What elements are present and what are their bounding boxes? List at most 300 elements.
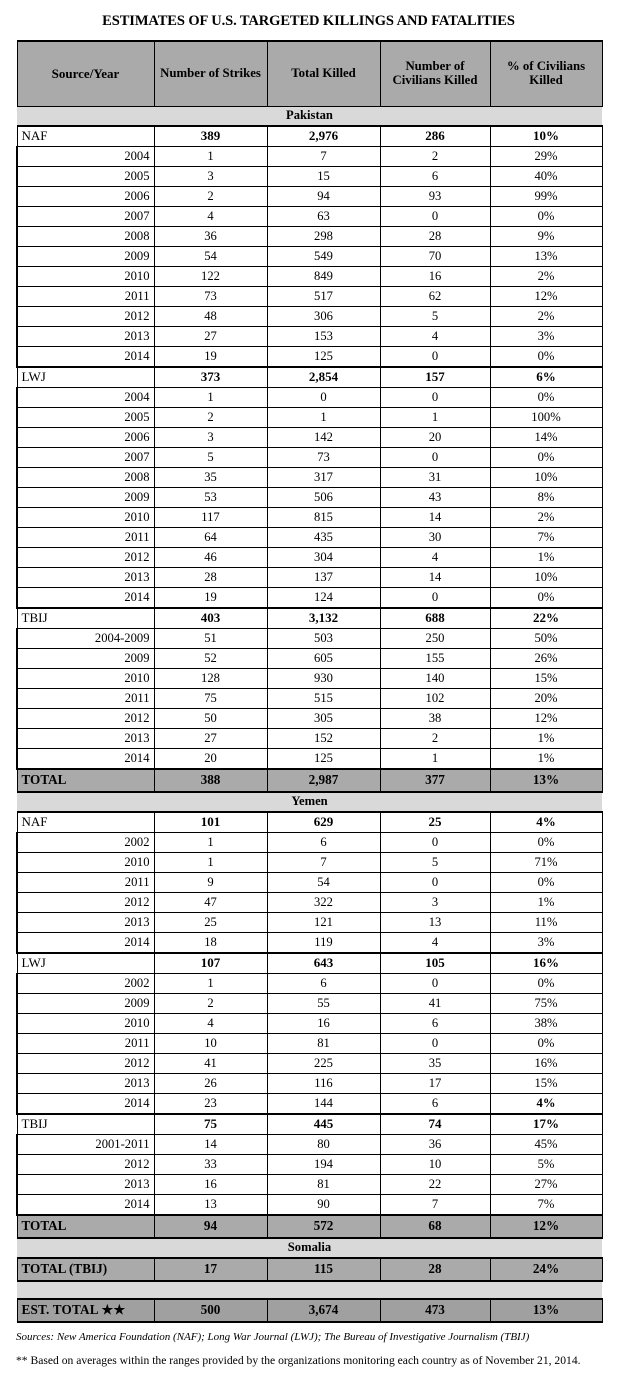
row-year: 2006	[17, 187, 154, 207]
row-year: 2011	[17, 287, 154, 307]
row-year: 2010	[17, 1014, 154, 1034]
row-pct-civilians: 14%	[490, 428, 602, 448]
row-total-killed: 322	[267, 893, 380, 913]
row-civilians-killed: 20	[380, 428, 490, 448]
row-year: 2010	[17, 508, 154, 528]
row-pct-civilians: 10%	[490, 468, 602, 488]
table-row	[17, 1074, 602, 1094]
row-strikes: 52	[154, 649, 267, 669]
source-summary-row	[17, 367, 602, 388]
table-row	[17, 1034, 602, 1054]
row-total-killed: 125	[267, 347, 380, 368]
row-civilians-killed: 35	[380, 1054, 490, 1074]
row-pct-civilians: 40%	[490, 167, 602, 187]
row-strikes: 18	[154, 933, 267, 954]
row-year: 2009	[17, 649, 154, 669]
row-strikes: 48	[154, 307, 267, 327]
row-strikes: 41	[154, 1054, 267, 1074]
table-row	[17, 873, 602, 893]
row-strikes: 28	[154, 568, 267, 588]
table-row	[17, 327, 602, 347]
row-year: 2009	[17, 488, 154, 508]
table-row	[17, 1054, 602, 1074]
section-total-killed: 572	[267, 1215, 380, 1238]
row-civilians-killed: 0	[380, 588, 490, 609]
row-pct-civilians: 0%	[490, 974, 602, 994]
row-civilians-killed: 0	[380, 347, 490, 368]
row-pct-civilians: 9%	[490, 227, 602, 247]
row-year: 2002	[17, 833, 154, 853]
row-strikes: 9	[154, 873, 267, 893]
source-name: TBIJ	[17, 608, 154, 629]
section-total-killed: 115	[267, 1258, 380, 1281]
table-row	[17, 428, 602, 448]
source-total-killed: 2,976	[267, 126, 380, 147]
row-strikes: 128	[154, 669, 267, 689]
section-total-pct: 24%	[490, 1258, 602, 1281]
row-strikes: 27	[154, 729, 267, 749]
row-year: 2006	[17, 428, 154, 448]
row-strikes: 33	[154, 1155, 267, 1175]
row-strikes: 3	[154, 167, 267, 187]
row-year: 2011	[17, 873, 154, 893]
table-row	[17, 649, 602, 669]
table-row	[17, 629, 602, 649]
row-total-killed: 73	[267, 448, 380, 468]
row-pct-civilians: 3%	[490, 933, 602, 954]
row-year: 2011	[17, 1034, 154, 1054]
row-pct-civilians: 15%	[490, 1074, 602, 1094]
country-band-yemen	[17, 792, 602, 812]
row-pct-civilians: 1%	[490, 548, 602, 568]
row-civilians-killed: 1	[380, 749, 490, 770]
section-total-strikes: 17	[154, 1258, 267, 1281]
row-year: 2005	[17, 167, 154, 187]
row-pct-civilians: 0%	[490, 207, 602, 227]
row-pct-civilians: 50%	[490, 629, 602, 649]
table-row	[17, 1014, 602, 1034]
source-summary-row	[17, 1114, 602, 1135]
row-strikes: 46	[154, 548, 267, 568]
table-row	[17, 408, 602, 428]
table-row	[17, 307, 602, 327]
row-civilians-killed: 5	[380, 853, 490, 873]
source-total-killed: 629	[267, 812, 380, 833]
row-pct-civilians: 4%	[490, 1094, 602, 1115]
row-year: 2007	[17, 207, 154, 227]
row-pct-civilians: 10%	[490, 568, 602, 588]
table-row	[17, 913, 602, 933]
source-total-killed: 2,854	[267, 367, 380, 388]
page-title: ESTIMATES OF U.S. TARGETED KILLINGS AND FATALITIES	[102, 13, 515, 29]
row-year: 2013	[17, 913, 154, 933]
row-strikes: 122	[154, 267, 267, 287]
row-civilians-killed: 70	[380, 247, 490, 267]
row-strikes: 20	[154, 749, 267, 770]
table-row	[17, 1155, 602, 1175]
row-strikes: 73	[154, 287, 267, 307]
row-strikes: 1	[154, 833, 267, 853]
row-year: 2010	[17, 267, 154, 287]
row-total-killed: 605	[267, 649, 380, 669]
row-strikes: 4	[154, 207, 267, 227]
row-civilians-killed: 2	[380, 147, 490, 167]
row-civilians-killed: 3	[380, 893, 490, 913]
row-pct-civilians: 0%	[490, 388, 602, 408]
row-total-killed: 317	[267, 468, 380, 488]
row-year: 2014	[17, 933, 154, 954]
row-year: 2011	[17, 528, 154, 548]
row-civilians-killed: 6	[380, 167, 490, 187]
row-total-killed: 503	[267, 629, 380, 649]
row-pct-civilians: 27%	[490, 1175, 602, 1195]
country-band-label: Somalia	[17, 1238, 602, 1258]
row-total-killed: 305	[267, 709, 380, 729]
grand-total-label: EST. TOTAL ★★	[17, 1299, 154, 1322]
row-pct-civilians: 1%	[490, 893, 602, 913]
row-pct-civilians: 0%	[490, 873, 602, 893]
row-pct-civilians: 71%	[490, 853, 602, 873]
row-civilians-killed: 0	[380, 833, 490, 853]
table-row	[17, 1175, 602, 1195]
source-strikes: 101	[154, 812, 267, 833]
section-total-label: TOTAL	[17, 769, 154, 792]
row-pct-civilians: 2%	[490, 508, 602, 528]
row-strikes: 54	[154, 247, 267, 267]
section-total-killed: 2,987	[267, 769, 380, 792]
row-year: 2012	[17, 893, 154, 913]
row-total-killed: 16	[267, 1014, 380, 1034]
table-row	[17, 709, 602, 729]
row-total-killed: 137	[267, 568, 380, 588]
source-civilians-killed: 157	[380, 367, 490, 388]
table-row	[17, 247, 602, 267]
source-pct-civilians: 4%	[490, 812, 602, 833]
row-strikes: 13	[154, 1195, 267, 1216]
row-strikes: 23	[154, 1094, 267, 1115]
source-strikes: 403	[154, 608, 267, 629]
row-total-killed: 144	[267, 1094, 380, 1115]
source-summary-row	[17, 812, 602, 833]
row-total-killed: 153	[267, 327, 380, 347]
source-total-killed: 3,132	[267, 608, 380, 629]
row-strikes: 2	[154, 408, 267, 428]
section-total-row	[17, 1215, 602, 1238]
row-total-killed: 6	[267, 833, 380, 853]
table-row	[17, 893, 602, 913]
row-year: 2002	[17, 974, 154, 994]
row-pct-civilians: 100%	[490, 408, 602, 428]
footnote-sources: Sources: New America Foundation (NAF); Long War Journal (LWJ); The Bureau of Investigative Journalism (TBIJ)	[16, 1331, 530, 1343]
row-strikes: 1	[154, 147, 267, 167]
row-civilians-killed: 5	[380, 307, 490, 327]
row-civilians-killed: 38	[380, 709, 490, 729]
source-name: NAF	[17, 126, 154, 147]
row-year: 2013	[17, 1074, 154, 1094]
table-row	[17, 267, 602, 287]
row-civilians-killed: 28	[380, 227, 490, 247]
row-civilians-killed: 0	[380, 873, 490, 893]
row-civilians-killed: 16	[380, 267, 490, 287]
country-band-somalia	[17, 1238, 602, 1258]
row-total-killed: 80	[267, 1135, 380, 1155]
column-header-total-killed: Total Killed	[267, 41, 380, 107]
row-civilians-killed: 0	[380, 1034, 490, 1054]
row-total-killed: 7	[267, 853, 380, 873]
grand-total-strikes: 500	[154, 1299, 267, 1322]
table-header-row	[17, 41, 602, 107]
row-year: 2014	[17, 1195, 154, 1216]
row-pct-civilians: 8%	[490, 488, 602, 508]
section-total-label: TOTAL (TBIJ)	[17, 1258, 154, 1281]
row-pct-civilians: 16%	[490, 1054, 602, 1074]
source-pct-civilians: 16%	[490, 953, 602, 974]
section-total-label: TOTAL	[17, 1215, 154, 1238]
spacer-band	[17, 1281, 602, 1299]
section-total-strikes: 94	[154, 1215, 267, 1238]
row-pct-civilians: 12%	[490, 709, 602, 729]
grand-total-killed: 3,674	[267, 1299, 380, 1322]
row-civilians-killed: 17	[380, 1074, 490, 1094]
source-civilians-killed: 286	[380, 126, 490, 147]
row-pct-civilians: 0%	[490, 833, 602, 853]
table-row	[17, 1195, 602, 1216]
table-row	[17, 548, 602, 568]
row-year: 2014	[17, 1094, 154, 1115]
row-year: 2011	[17, 689, 154, 709]
row-total-killed: 121	[267, 913, 380, 933]
row-pct-civilians: 99%	[490, 187, 602, 207]
row-year: 2010	[17, 669, 154, 689]
source-civilians-killed: 105	[380, 953, 490, 974]
row-pct-civilians: 15%	[490, 669, 602, 689]
table-row	[17, 689, 602, 709]
source-name: LWJ	[17, 367, 154, 388]
row-strikes: 50	[154, 709, 267, 729]
table-row	[17, 448, 602, 468]
row-pct-civilians: 0%	[490, 347, 602, 368]
row-total-killed: 435	[267, 528, 380, 548]
row-year: 2012	[17, 709, 154, 729]
row-pct-civilians: 7%	[490, 528, 602, 548]
row-total-killed: 517	[267, 287, 380, 307]
row-pct-civilians: 38%	[490, 1014, 602, 1034]
row-total-killed: 0	[267, 388, 380, 408]
row-strikes: 16	[154, 1175, 267, 1195]
row-civilians-killed: 36	[380, 1135, 490, 1155]
table-row	[17, 994, 602, 1014]
row-year: 2012	[17, 1155, 154, 1175]
row-civilians-killed: 155	[380, 649, 490, 669]
row-total-killed: 94	[267, 187, 380, 207]
table-row	[17, 468, 602, 488]
row-civilians-killed: 31	[380, 468, 490, 488]
table-row	[17, 933, 602, 954]
row-year: 2012	[17, 307, 154, 327]
row-strikes: 36	[154, 227, 267, 247]
source-summary-row	[17, 126, 602, 147]
row-civilians-killed: 22	[380, 1175, 490, 1195]
row-total-killed: 304	[267, 548, 380, 568]
footnote-note: ** Based on averages within the ranges provided by the organizations monitoring each country as of November 21, 2014.	[16, 1354, 581, 1368]
row-strikes: 10	[154, 1034, 267, 1054]
row-civilians-killed: 102	[380, 689, 490, 709]
row-civilians-killed: 4	[380, 327, 490, 347]
row-civilians-killed: 30	[380, 528, 490, 548]
section-total-row	[17, 769, 602, 792]
source-summary-row	[17, 608, 602, 629]
row-strikes: 3	[154, 428, 267, 448]
table-row	[17, 729, 602, 749]
row-civilians-killed: 10	[380, 1155, 490, 1175]
country-band-label: Yemen	[17, 792, 602, 812]
row-total-killed: 930	[267, 669, 380, 689]
row-total-killed: 54	[267, 873, 380, 893]
row-pct-civilians: 1%	[490, 729, 602, 749]
row-pct-civilians: 29%	[490, 147, 602, 167]
row-total-killed: 306	[267, 307, 380, 327]
section-total-pct: 13%	[490, 769, 602, 792]
row-year: 2010	[17, 853, 154, 873]
source-civilians-killed: 25	[380, 812, 490, 833]
source-strikes: 107	[154, 953, 267, 974]
table-row	[17, 147, 602, 167]
row-year: 2013	[17, 729, 154, 749]
row-year: 2012	[17, 1054, 154, 1074]
row-civilians-killed: 6	[380, 1014, 490, 1034]
row-strikes: 75	[154, 689, 267, 709]
table-row	[17, 749, 602, 770]
table-row	[17, 488, 602, 508]
row-strikes: 35	[154, 468, 267, 488]
row-civilians-killed: 4	[380, 933, 490, 954]
row-pct-civilians: 2%	[490, 267, 602, 287]
table-row	[17, 187, 602, 207]
row-total-killed: 6	[267, 974, 380, 994]
row-year: 2009	[17, 247, 154, 267]
row-total-killed: 116	[267, 1074, 380, 1094]
table-row	[17, 347, 602, 368]
row-pct-civilians: 1%	[490, 749, 602, 770]
table-row	[17, 207, 602, 227]
row-civilians-killed: 0	[380, 974, 490, 994]
spacer-cell	[17, 1281, 602, 1299]
row-pct-civilians: 0%	[490, 448, 602, 468]
grand-total-civilians: 473	[380, 1299, 490, 1322]
row-year: 2004	[17, 388, 154, 408]
row-civilians-killed: 1	[380, 408, 490, 428]
row-year: 2013	[17, 327, 154, 347]
row-strikes: 53	[154, 488, 267, 508]
row-strikes: 25	[154, 913, 267, 933]
table-row	[17, 388, 602, 408]
row-year: 2014	[17, 347, 154, 368]
section-total-civilians: 68	[380, 1215, 490, 1238]
row-pct-civilians: 75%	[490, 994, 602, 1014]
row-year: 2013	[17, 1175, 154, 1195]
row-civilians-killed: 140	[380, 669, 490, 689]
row-total-killed: 225	[267, 1054, 380, 1074]
row-total-killed: 81	[267, 1175, 380, 1195]
row-year: 2013	[17, 568, 154, 588]
table-row	[17, 167, 602, 187]
row-civilians-killed: 14	[380, 508, 490, 528]
section-total-civilians: 377	[380, 769, 490, 792]
row-civilians-killed: 0	[380, 207, 490, 227]
row-pct-civilians: 0%	[490, 588, 602, 609]
row-strikes: 2	[154, 994, 267, 1014]
table-row	[17, 974, 602, 994]
grand-total-row	[17, 1299, 602, 1322]
row-pct-civilians: 2%	[490, 307, 602, 327]
row-civilians-killed: 14	[380, 568, 490, 588]
table-row	[17, 1094, 602, 1115]
row-strikes: 1	[154, 853, 267, 873]
row-total-killed: 81	[267, 1034, 380, 1054]
country-band-label: Pakistan	[17, 107, 602, 127]
row-total-killed: 125	[267, 749, 380, 770]
row-civilians-killed: 0	[380, 388, 490, 408]
row-pct-civilians: 13%	[490, 247, 602, 267]
row-civilians-killed: 62	[380, 287, 490, 307]
source-name: TBIJ	[17, 1114, 154, 1135]
row-civilians-killed: 41	[380, 994, 490, 1014]
source-name: NAF	[17, 812, 154, 833]
row-strikes: 51	[154, 629, 267, 649]
source-pct-civilians: 17%	[490, 1114, 602, 1135]
row-pct-civilians: 5%	[490, 1155, 602, 1175]
source-name: LWJ	[17, 953, 154, 974]
table-row	[17, 669, 602, 689]
section-total-civilians: 28	[380, 1258, 490, 1281]
row-strikes: 14	[154, 1135, 267, 1155]
row-civilians-killed: 7	[380, 1195, 490, 1216]
estimates-table	[16, 40, 603, 1323]
section-total-strikes: 388	[154, 769, 267, 792]
source-summary-row	[17, 953, 602, 974]
row-strikes: 26	[154, 1074, 267, 1094]
section-total-row	[17, 1258, 602, 1281]
row-pct-civilians: 12%	[490, 287, 602, 307]
row-year: 2014	[17, 588, 154, 609]
row-total-killed: 119	[267, 933, 380, 954]
table-row	[17, 568, 602, 588]
row-civilians-killed: 43	[380, 488, 490, 508]
table-row	[17, 1135, 602, 1155]
row-strikes: 27	[154, 327, 267, 347]
source-strikes: 75	[154, 1114, 267, 1135]
source-strikes: 373	[154, 367, 267, 388]
row-year: 2014	[17, 749, 154, 770]
row-pct-civilians: 11%	[490, 913, 602, 933]
source-civilians-killed: 74	[380, 1114, 490, 1135]
row-total-killed: 55	[267, 994, 380, 1014]
row-pct-civilians: 0%	[490, 1034, 602, 1054]
row-pct-civilians: 20%	[490, 689, 602, 709]
column-header-source-year: Source/Year	[17, 41, 154, 107]
grand-total-pct: 13%	[490, 1299, 602, 1322]
table-row	[17, 853, 602, 873]
column-header-strikes: Number of Strikes	[154, 41, 267, 107]
row-total-killed: 549	[267, 247, 380, 267]
row-strikes: 5	[154, 448, 267, 468]
row-strikes: 117	[154, 508, 267, 528]
source-pct-civilians: 10%	[490, 126, 602, 147]
row-total-killed: 849	[267, 267, 380, 287]
row-civilians-killed: 250	[380, 629, 490, 649]
source-total-killed: 643	[267, 953, 380, 974]
row-strikes: 1	[154, 974, 267, 994]
